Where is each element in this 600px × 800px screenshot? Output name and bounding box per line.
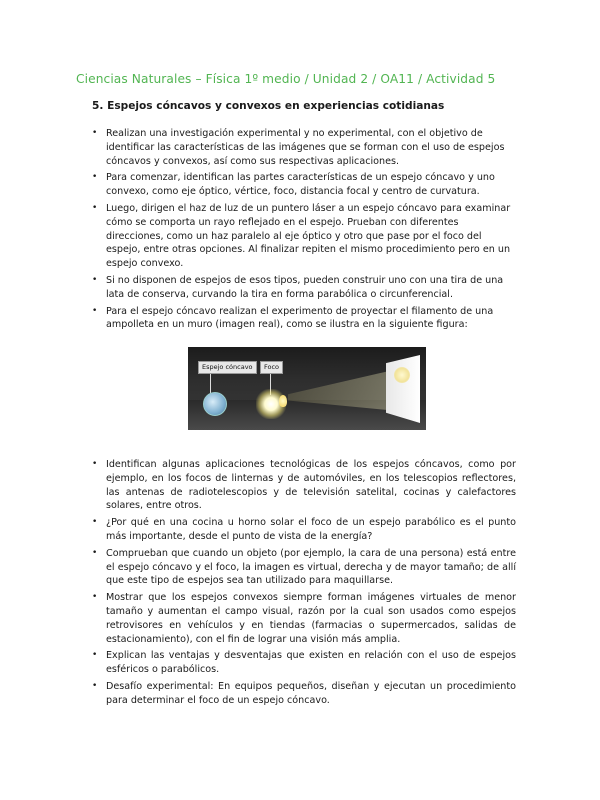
bullet-icon: •: [92, 592, 98, 603]
projected-image: [394, 367, 410, 383]
list-item: [92, 458, 516, 513]
list-item: [92, 591, 516, 646]
list-item: [92, 516, 516, 544]
list-item: [92, 680, 516, 708]
bullet-icon: •: [92, 172, 98, 183]
activity-list-top: [92, 127, 516, 335]
list-item: [92, 547, 516, 588]
bullet-icon: •: [92, 274, 98, 285]
list-item-text: Comprueban que cuando un objeto (por ejemplo, la cara de una persona) está entre el espejo cóncavo y el foco, la imagen es virtual, derecha y de mayor tamaño; de allí que este tipo de espejos sea tan utilizado para maquillarse.: [106, 547, 516, 587]
list-item: [92, 171, 516, 199]
bullet-icon: •: [92, 202, 98, 213]
list-item-text: Luego, dirigen el haz de luz de un puntero láser a un espejo cóncavo para examinar cómo se comporta un rayo reflejado en el espejo. Prueban con diferentes direcciones, como un haz paralelo al eje óptico y otro que pase por el foco del espejo, entre otras opciones. Al finalizar repiten el mismo procedimiento pero en un espejo convexo.: [106, 202, 511, 270]
list-item: [92, 274, 516, 302]
bullet-icon: •: [92, 547, 98, 558]
list-item-text: Explican las ventajas y desventajas que existen en relación con el uso de espejos esféricos o parabólicos.: [106, 650, 516, 676]
list-item-text: Identifican algunas aplicaciones tecnológicas de los espejos cóncavos, como por ejemplo, en los focos de linternas y de automóviles, en los telescopios reflectores, las antenas de radiotelescopios y de televisión satelital, cocinas y calefactores solares, entre otros.: [106, 459, 516, 512]
list-item-text: Para comenzar, identifican las partes características de un espejo cóncavo y uno convexo, como eje óptico, vértice, foco, distancia focal y centro de curvatura.: [106, 172, 495, 198]
page-breadcrumb-header: Ciencias Naturales – Física 1º medio / Unidad 2 / OA11 / Actividad 5: [76, 72, 496, 86]
bullet-icon: •: [92, 650, 98, 661]
concave-mirror-projection-figure: [188, 347, 426, 430]
list-item: [92, 202, 516, 271]
list-item-text: Realizan una investigación experimental y no experimental, con el objetivo de identificar las características de las imágenes que se forman con el uso de espejos cóncavos y convexos, así como sus respectivas aplicaciones.: [106, 128, 505, 167]
list-item: [92, 127, 516, 168]
list-item: [92, 305, 516, 333]
light-bulb: [279, 395, 287, 407]
activity-list-bottom: [92, 458, 516, 711]
projection-wall: [386, 355, 420, 423]
concave-mirror: [203, 392, 227, 416]
list-item-text: Si no disponen de espejos de esos tipos, pueden construir uno con una tira de una lata de conserva, curvando la tira en forma parabólica o circunferencial.: [106, 274, 504, 300]
list-item-text: ¿Por qué en una cocina u horno solar el foco de un espejo parabólico es el punto más importante, desde el punto de vista de la energía?: [106, 517, 516, 542]
bullet-icon: •: [92, 305, 98, 316]
list-item: [92, 649, 516, 677]
section-title: 5. Espejos cóncavos y convexos en experiencias cotidianas: [92, 100, 445, 112]
list-item-text: Mostrar que los espejos convexos siempre forman imágenes virtuales de menor tamaño y aumentan el campo visual, razón por la cual son usados como espejos retrovisores en vehículos y en tiendas (farmacias o supermercados, salidas de estacionamiento), con el fin de lograr una visión más amplia.: [106, 592, 516, 645]
label-concave-mirror: Espejo cóncavo: [198, 361, 257, 374]
bullet-icon: •: [92, 517, 98, 528]
bullet-icon: •: [92, 459, 98, 469]
mirror-label-line: [210, 373, 211, 393]
bullet-icon: •: [92, 680, 98, 691]
list-item-text: Desafío experimental: En equipos pequeños, diseñan y ejecutan un procedimiento para determinar el foco de un espejo cóncavo.: [106, 680, 516, 706]
label-focus: Foco: [260, 361, 283, 374]
list-item-text: Para el espejo cóncavo realizan el experimento de proyectar el filamento de una ampolleta en un muro (imagen real), como se ilustra en la siguiente figura:: [106, 305, 494, 331]
bullet-icon: •: [92, 128, 98, 138]
